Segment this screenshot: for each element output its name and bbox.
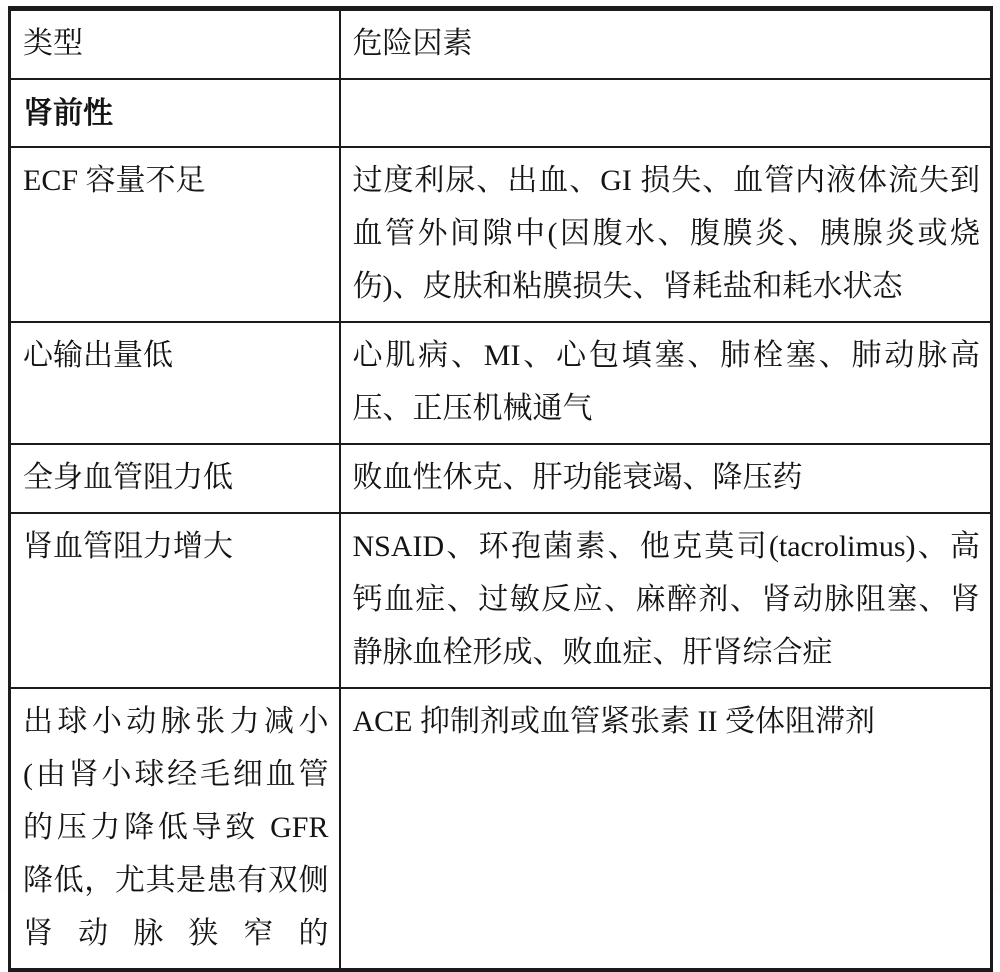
cell-type: 肾血管阻力增大 xyxy=(10,513,340,688)
section-empty-cell xyxy=(340,79,992,147)
risk-factor-table xyxy=(8,6,993,972)
table-row xyxy=(10,688,992,970)
table-row xyxy=(10,322,992,444)
document-page xyxy=(0,6,1000,950)
table-row xyxy=(10,513,992,688)
cell-risk-factors: 败血性休克、肝功能衰竭、降压药 xyxy=(340,444,992,513)
table-row xyxy=(10,444,992,513)
cell-risk-factors: 心肌病、MI、心包填塞、肺栓塞、肺动脉高压、正压机械通气 xyxy=(340,322,992,444)
column-header-risk-factors: 危险因素 xyxy=(340,9,992,80)
header-row xyxy=(10,9,992,80)
cell-risk-factors: NSAID、环孢菌素、他克莫司(tacrolimus)、高钙血症、过敏反应、麻醉剂、肾动脉阻塞、肾静脉血栓形成、败血症、肝肾综合症 xyxy=(340,513,992,688)
cell-risk-factors: ACE 抑制剂或血管紧张素 II 受体阻滞剂 xyxy=(340,688,992,970)
cell-type: 心输出量低 xyxy=(10,322,340,444)
cell-type: ECF 容量不足 xyxy=(10,147,340,322)
cell-type: 全身血管阻力低 xyxy=(10,444,340,513)
column-header-type: 类型 xyxy=(10,9,340,80)
cell-risk-factors: 过度利尿、出血、GI 损失、血管内液体流失到血管外间隙中(因腹水、腹膜炎、胰腺炎或烧伤)、皮肤和粘膜损失、肾耗盐和耗水状态 xyxy=(340,147,992,322)
section-row-prerenal xyxy=(10,79,992,147)
table-row xyxy=(10,147,992,322)
section-label: 肾前性 xyxy=(10,79,340,147)
cell-type: 出球小动脉张力减小(由肾小球经毛细血管的压力降低导致 GFR 降低，尤其是患有双侧肾动脉狭窄的 xyxy=(10,688,340,970)
